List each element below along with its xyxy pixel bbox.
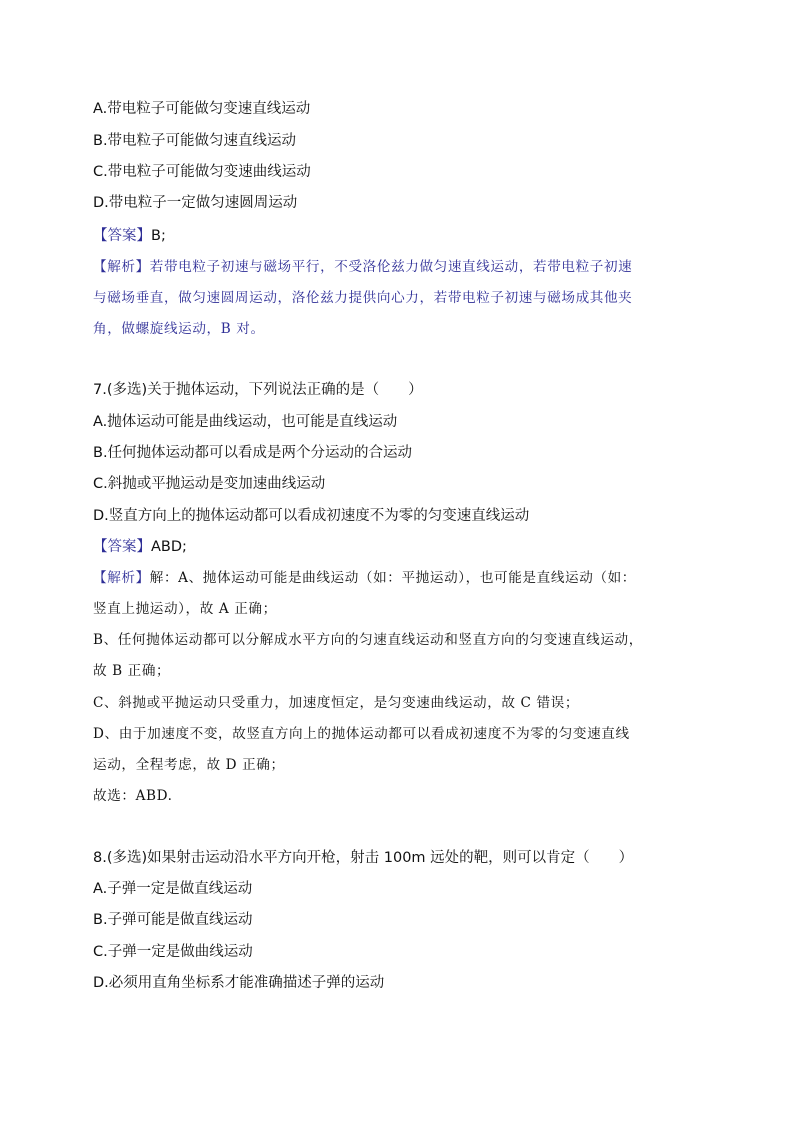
q6-option-d: D.带电粒子一定做匀速圆周运动 xyxy=(93,195,298,211)
q8-option-c: C.子弹一定是做曲线运动 xyxy=(93,944,253,960)
q7-analysis-line-8: 故选：ABD. xyxy=(93,788,173,804)
q7-analysis-label: 【解析】 xyxy=(93,570,150,586)
q7-option-b: B.任何抛体运动都可以看成是两个分运动的合运动 xyxy=(93,445,413,461)
q6-answer-label: 【答案】 xyxy=(93,228,151,244)
q8-option-d: D.必须用直角坐标系才能准确描述子弹的运动 xyxy=(93,975,385,991)
q7-analysis-line-2: 竖直上抛运动），故 A 正确； xyxy=(93,601,277,617)
q7-answer-value: ABD; xyxy=(151,539,187,555)
q8-stem: 8.(多选)如果射击运动沿水平方向开枪，射击 100m 远处的靶，则可以肯定（ ） xyxy=(93,850,634,866)
q7-analysis-line-5: C、斜抛或平抛运动只受重力，加速度恒定，是匀变速曲线运动，故 C 错误； xyxy=(93,695,580,711)
q8-option-a: A.子弹一定是做直线运动 xyxy=(93,881,253,897)
q7-analysis-line-7: 运动，全程考虑，故 D 正确； xyxy=(93,757,285,773)
q6-option-a: A.带电粒子可能做匀变速直线运动 xyxy=(93,101,311,117)
q8-option-b: B.子弹可能是做直线运动 xyxy=(93,912,253,928)
q6-answer-value: B; xyxy=(151,228,166,244)
q6-option-c: C.带电粒子可能做匀变速曲线运动 xyxy=(93,164,311,180)
q6-analysis-line-1 xyxy=(93,257,632,277)
q6-analysis-line-3: 角，做螺旋线运动，B 对。 xyxy=(93,321,265,337)
q6-option-b: B.带电粒子可能做匀速直线运动 xyxy=(93,133,297,149)
q6-analysis-text: 若带电粒子初速与磁场平行，不受洛伦兹力做匀速直线运动，若带电粒子初速 xyxy=(149,259,633,275)
q7-analysis-line-3: B、任何抛体运动都可以分解成水平方向的匀速直线运动和竖直方向的匀变速直线运动， xyxy=(93,632,643,648)
q7-answer xyxy=(93,537,187,557)
q6-analysis-label: 【解析】 xyxy=(93,259,150,275)
q7-stem: 7.(多选)关于抛体运动，下列说法正确的是（ ） xyxy=(93,382,423,398)
q7-analysis-line-1 xyxy=(93,568,636,588)
q7-option-d: D.竖直方向上的抛体运动都可以看成初速度不为零的匀变速直线运动 xyxy=(93,508,530,524)
q7-option-c: C.斜抛或平抛运动是变加速曲线运动 xyxy=(93,476,326,492)
q6-analysis-line-2: 与磁场垂直，做匀速圆周运动，洛伦兹力提供向心力，若带电粒子初速与磁场成其他夹 xyxy=(93,290,633,306)
q7-answer-label: 【答案】 xyxy=(93,539,151,555)
q7-analysis-first: 解：A、抛体运动可能是曲线运动（如：平抛运动），也可能是直线运动（如： xyxy=(149,570,636,586)
q7-analysis-line-4: 故 B 正确； xyxy=(93,663,171,679)
q6-answer xyxy=(93,226,166,246)
q7-analysis-line-6: D、由于加速度不变，故竖直方向上的抛体运动都可以看成初速度不为零的匀变速直线 xyxy=(93,726,630,742)
q7-option-a: A.抛体运动可能是曲线运动，也可能是直线运动 xyxy=(93,414,398,430)
